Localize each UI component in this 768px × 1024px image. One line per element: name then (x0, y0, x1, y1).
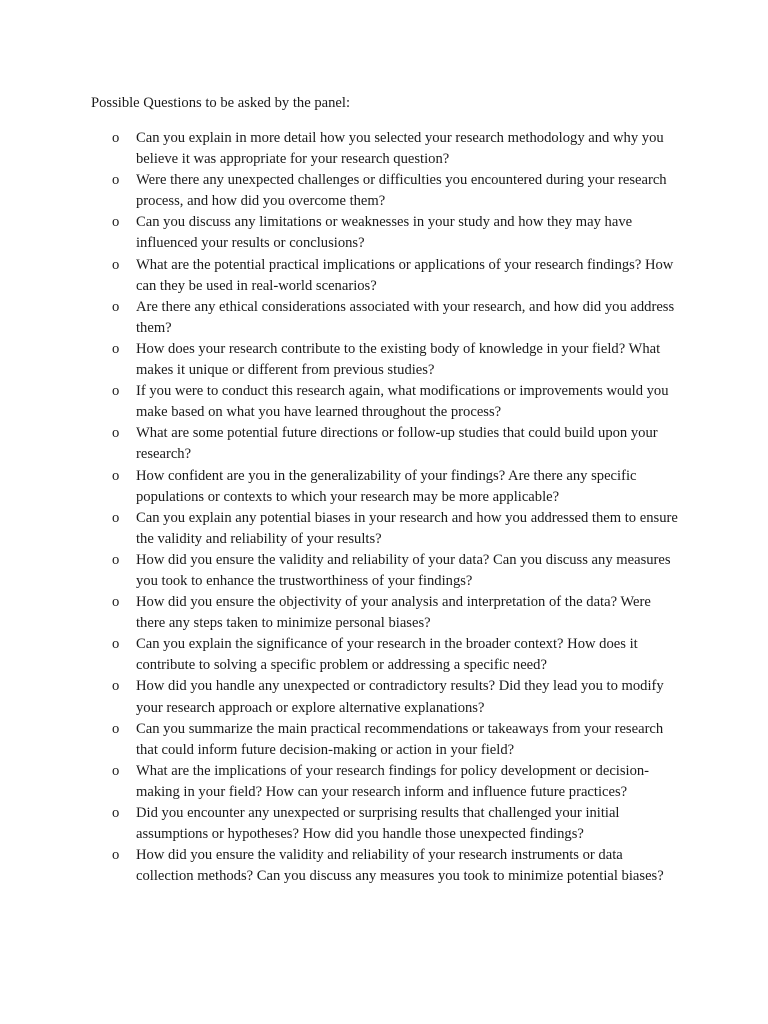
bullet-icon: o (112, 594, 120, 611)
list-item (112, 297, 682, 339)
question-text: If you were to conduct this research again, what modifications or improvements would you make based on what you have learned throughout the process? (136, 383, 669, 421)
question-text: How does your research contribute to the existing body of knowledge in your field? What makes it unique or different from previous studies? (136, 340, 661, 379)
list-item (112, 719, 682, 761)
question-text: How did you ensure the validity and reliability of your data? Can you discuss any measures you took to enhance the trustworthiness of your findings? (136, 551, 671, 589)
question-text: Can you explain the significance of your research in the broader context? How does it contribute to solving a specific problem or addressing a specific need? (136, 636, 638, 674)
bullet-icon: o (112, 256, 120, 273)
question-text: What are the implications of your research findings for policy development or decision-making in your field? How can your research inform and influence future practices? (136, 762, 650, 800)
question-text: Did you encounter any unexpected or surprising results that challenged your initial assumptions or hypotheses? How did you handle those unexpected findings? (136, 805, 620, 843)
question-text: Were there any unexpected challenges or difficulties you encountered during your research process, and how did you overcome them? (136, 172, 667, 210)
list-item (112, 170, 682, 212)
bullet-icon: o (112, 805, 120, 821)
list-item (112, 676, 682, 718)
list-item (112, 845, 682, 887)
question-text: How did you ensure the objectivity of your analysis and interpretation of the data? Were there any steps taken to minimize personal biases? (136, 594, 651, 632)
question-text: How did you ensure the validity and reliability of your research instruments or data collection methods? Can you discuss any measures you took to minimize potential biases? (136, 847, 664, 885)
list-item (112, 212, 682, 254)
bullet-icon: o (112, 678, 120, 695)
question-text: Are there any ethical considerations associated with your research, and how did you address them? (136, 298, 675, 336)
list-item (112, 381, 682, 423)
bullet-icon: o (112, 847, 120, 864)
list-item (112, 803, 682, 845)
question-text: Can you explain any potential biases in your research and how you addressed them to ensure the validity and reliability of your results? (136, 509, 678, 547)
list-item (112, 339, 682, 381)
bullet-icon: o (112, 172, 120, 189)
bullet-icon: o (112, 425, 120, 442)
list-item (112, 761, 682, 803)
question-list (112, 128, 682, 887)
list-item (112, 634, 682, 676)
bullet-icon: o (112, 509, 120, 526)
list-item (112, 128, 682, 170)
question-text: Can you explain in more detail how you selected your research methodology and why you believe it was appropriate for your research question? (136, 130, 664, 168)
question-text: What are the potential practical implications or applications of your research findings? How can they be used in real-world scenarios? (136, 256, 674, 294)
question-text: What are some potential future directions or follow-up studies that could build upon your research? (136, 425, 658, 463)
bullet-icon: o (112, 298, 120, 315)
question-text: Can you summarize the main practical recommendations or takeaways from your research that could inform future decision-making or action in your field? (136, 720, 664, 758)
bullet-icon: o (112, 130, 120, 146)
question-text: Can you discuss any limitations or weaknesses in your study and how they may have influenced your results or conclusions? (136, 214, 633, 252)
bullet-icon: o (112, 214, 120, 231)
bullet-icon: o (112, 383, 120, 400)
list-item (112, 255, 682, 297)
bullet-icon: o (112, 467, 120, 484)
list-item (112, 592, 682, 634)
list-item (112, 550, 682, 592)
question-text: How did you handle any unexpected or contradictory results? Did they lead you to modify your research approach or explore alternative explanations? (136, 678, 664, 716)
bullet-icon: o (112, 762, 120, 779)
list-item (112, 508, 682, 550)
bullet-icon: o (112, 551, 120, 568)
document-heading: Possible Questions to be asked by the panel: (91, 95, 351, 111)
list-item (112, 466, 682, 508)
list-item (112, 423, 682, 465)
bullet-icon: o (112, 636, 120, 653)
bullet-icon: o (112, 720, 120, 737)
question-text: How confident are you in the generalizability of your findings? Are there any specific populations or contexts to which your research may be more applicable? (136, 467, 637, 505)
bullet-icon: o (112, 340, 120, 357)
